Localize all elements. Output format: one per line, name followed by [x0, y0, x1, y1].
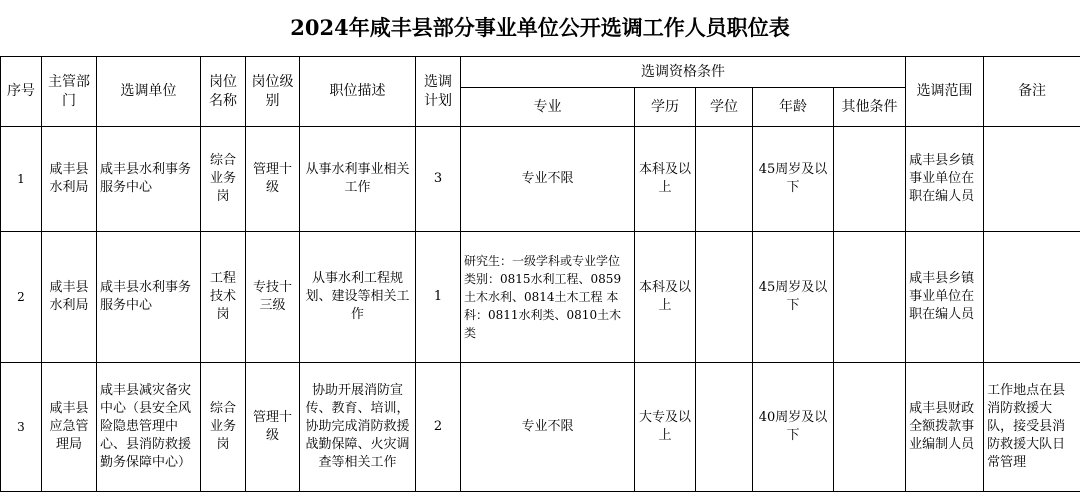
- header-dept: 主管部门: [42, 57, 97, 127]
- cell-plan: 1: [416, 232, 461, 363]
- header-scope: 选调范围: [906, 57, 984, 127]
- cell-other: [834, 127, 906, 232]
- position-table: [0, 56, 1080, 492]
- cell-scope: 咸丰县乡镇事业单位在职在编人员: [906, 127, 984, 232]
- cell-post-name: 综合业务岗: [201, 127, 246, 232]
- header-post-level: 岗位级别: [246, 57, 300, 127]
- header-major: 专业: [461, 88, 635, 127]
- cell-post-desc: 从事水利工程规划、建设等相关工作: [300, 232, 416, 363]
- cell-post-desc: 从事水利事业相关工作: [300, 127, 416, 232]
- cell-remark: [984, 232, 1080, 363]
- header-degree: 学位: [696, 88, 753, 127]
- cell-age: 45周岁及以下: [753, 127, 834, 232]
- cell-age: 40周岁及以下: [753, 363, 834, 492]
- header-education: 学历: [635, 88, 696, 127]
- cell-post-desc: 协助开展消防宣传、教育、培训，协助完成消防救援战勤保障、火灾调查等相关工作: [300, 363, 416, 492]
- header-age: 年龄: [753, 88, 834, 127]
- cell-post-level: 管理十级: [246, 363, 300, 492]
- cell-seq: 2: [1, 232, 42, 363]
- cell-unit: 咸丰县水利事务服务中心: [97, 127, 201, 232]
- cell-remark: 工作地点在县消防救援大队，接受县消防救援大队日常管理: [984, 363, 1080, 492]
- cell-major: 研究生：一级学科或专业学位类别：0815水利工程、0859土木水利、0814土木工程 本科：0811水利类、0810土木类: [461, 232, 635, 363]
- cell-age: 45周岁及以下: [753, 232, 834, 363]
- cell-scope: 咸丰县乡镇事业单位在职在编人员: [906, 232, 984, 363]
- cell-education: 大专及以上: [635, 363, 696, 492]
- cell-other: [834, 363, 906, 492]
- header-post-name: 岗位名称: [201, 57, 246, 127]
- cell-scope: 咸丰县财政全额拨款事业编制人员: [906, 363, 984, 492]
- cell-degree: [696, 232, 753, 363]
- table-row: [1, 363, 1080, 492]
- cell-seq: 1: [1, 127, 42, 232]
- header-post-desc: 职位描述: [300, 57, 416, 127]
- cell-plan: 3: [416, 127, 461, 232]
- page-title: 2024年咸丰县部分事业单位公开选调工作人员职位表: [290, 15, 790, 40]
- cell-unit: 咸丰县减灾备灾中心（县安全风险隐患管理中心、县消防救援勤务保障中心）: [97, 363, 201, 492]
- cell-education: 本科及以上: [635, 127, 696, 232]
- cell-dept: 咸丰县应急管理局: [42, 363, 97, 492]
- cell-post-level: 管理十级: [246, 127, 300, 232]
- header-other: 其他条件: [834, 88, 906, 127]
- cell-dept: 咸丰县水利局: [42, 232, 97, 363]
- cell-plan: 2: [416, 363, 461, 492]
- cell-post-name: 工程技术岗: [201, 232, 246, 363]
- header-seq: 序号: [1, 57, 42, 127]
- cell-dept: 咸丰县水利局: [42, 127, 97, 232]
- cell-major: 专业不限: [461, 127, 635, 232]
- cell-degree: [696, 363, 753, 492]
- header-qualifications: 选调资格条件: [461, 57, 906, 88]
- cell-remark: [984, 127, 1080, 232]
- header-plan: 选调计划: [416, 57, 461, 127]
- cell-post-name: 综合业务岗: [201, 363, 246, 492]
- table-row: [1, 232, 1080, 363]
- cell-degree: [696, 127, 753, 232]
- cell-education: 本科及以上: [635, 232, 696, 363]
- cell-post-level: 专技十三级: [246, 232, 300, 363]
- header-unit: 选调单位: [97, 57, 201, 127]
- cell-seq: 3: [1, 363, 42, 492]
- cell-unit: 咸丰县水利事务服务中心: [97, 232, 201, 363]
- header-remark: 备注: [984, 57, 1080, 127]
- cell-other: [834, 232, 906, 363]
- cell-major: 专业不限: [461, 363, 635, 492]
- table-row: [1, 127, 1080, 232]
